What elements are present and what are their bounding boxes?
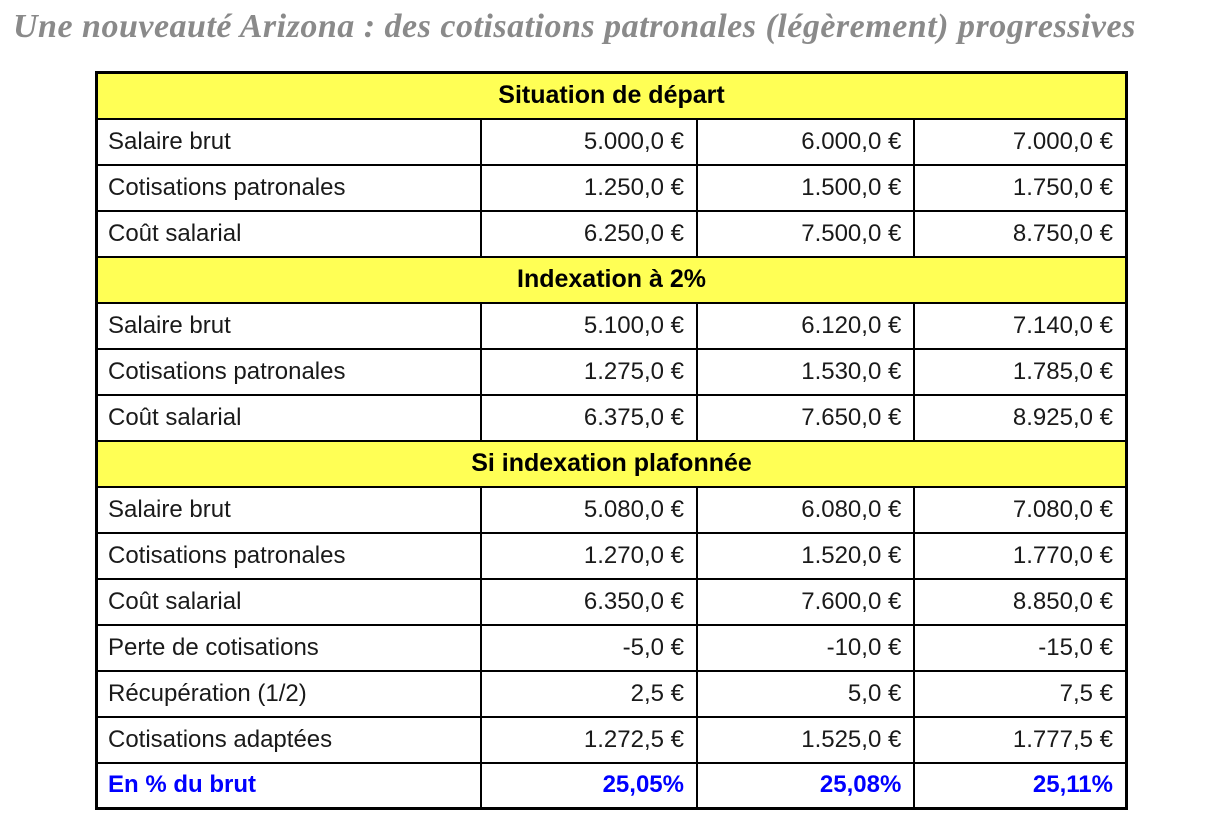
row-value: 7.500,0 €: [697, 211, 914, 257]
section-header-row: [97, 257, 1127, 303]
row-value: 1.750,0 €: [914, 165, 1126, 211]
row-value: 8.750,0 €: [914, 211, 1126, 257]
row-value: 7.080,0 €: [914, 487, 1126, 533]
document-title: Une nouveauté Arizona : des cotisations patronales (légèrement) progressives: [13, 8, 1136, 45]
section-header: Situation de départ: [97, 73, 1127, 119]
row-value: 1.272,5 €: [481, 717, 697, 763]
row-value: 7.600,0 €: [697, 579, 914, 625]
table-row-summary: [97, 763, 1127, 809]
row-value: 1.270,0 €: [481, 533, 697, 579]
row-value: 6.375,0 €: [481, 395, 697, 441]
row-value: -15,0 €: [914, 625, 1126, 671]
row-value: 6.080,0 €: [697, 487, 914, 533]
row-value: -10,0 €: [697, 625, 914, 671]
section-header: Indexation à 2%: [97, 257, 1127, 303]
table-row: [97, 211, 1127, 257]
row-value: 1.250,0 €: [481, 165, 697, 211]
row-label: Cotisations adaptées: [97, 717, 481, 763]
row-label: En % du brut: [97, 763, 481, 809]
row-value: 1.785,0 €: [914, 349, 1126, 395]
table-row: [97, 349, 1127, 395]
row-value: 6.000,0 €: [697, 119, 914, 165]
row-value: 6.350,0 €: [481, 579, 697, 625]
row-value: 1.530,0 €: [697, 349, 914, 395]
row-value: -5,0 €: [481, 625, 697, 671]
table-row: [97, 579, 1127, 625]
section-header-row: [97, 441, 1127, 487]
table-row: [97, 303, 1127, 349]
row-value: 1.770,0 €: [914, 533, 1126, 579]
row-label: Coût salarial: [97, 395, 481, 441]
table-row: [97, 533, 1127, 579]
row-value: 1.777,5 €: [914, 717, 1126, 763]
row-label: Salaire brut: [97, 303, 481, 349]
cotisations-table: [95, 71, 1128, 810]
row-label: Perte de cotisations: [97, 625, 481, 671]
table-row: [97, 671, 1127, 717]
row-value: 6.250,0 €: [481, 211, 697, 257]
row-value: 25,11%: [914, 763, 1126, 809]
row-value: 7,5 €: [914, 671, 1126, 717]
row-label: Cotisations patronales: [97, 533, 481, 579]
table-row: [97, 119, 1127, 165]
section-header-row: [97, 73, 1127, 119]
table-row: [97, 625, 1127, 671]
row-value: 8.850,0 €: [914, 579, 1126, 625]
row-label: Salaire brut: [97, 487, 481, 533]
row-label: Cotisations patronales: [97, 349, 481, 395]
row-value: 5,0 €: [697, 671, 914, 717]
table-row: [97, 165, 1127, 211]
table-row: [97, 395, 1127, 441]
row-value: 1.500,0 €: [697, 165, 914, 211]
table-row: [97, 487, 1127, 533]
cotisations-table-body: [97, 73, 1127, 809]
row-value: 8.925,0 €: [914, 395, 1126, 441]
table-row: [97, 717, 1127, 763]
row-value: 1.275,0 €: [481, 349, 697, 395]
row-label: Cotisations patronales: [97, 165, 481, 211]
row-value: 7.140,0 €: [914, 303, 1126, 349]
row-value: 25,08%: [697, 763, 914, 809]
row-value: 6.120,0 €: [697, 303, 914, 349]
row-value: 5.080,0 €: [481, 487, 697, 533]
row-value: 7.650,0 €: [697, 395, 914, 441]
row-label: Récupération (1/2): [97, 671, 481, 717]
row-label: Coût salarial: [97, 579, 481, 625]
row-value: 7.000,0 €: [914, 119, 1126, 165]
row-label: Coût salarial: [97, 211, 481, 257]
row-value: 5.000,0 €: [481, 119, 697, 165]
row-value: 25,05%: [481, 763, 697, 809]
row-value: 5.100,0 €: [481, 303, 697, 349]
row-value: 2,5 €: [481, 671, 697, 717]
row-label: Salaire brut: [97, 119, 481, 165]
section-header: Si indexation plafonnée: [97, 441, 1127, 487]
row-value: 1.525,0 €: [697, 717, 914, 763]
row-value: 1.520,0 €: [697, 533, 914, 579]
